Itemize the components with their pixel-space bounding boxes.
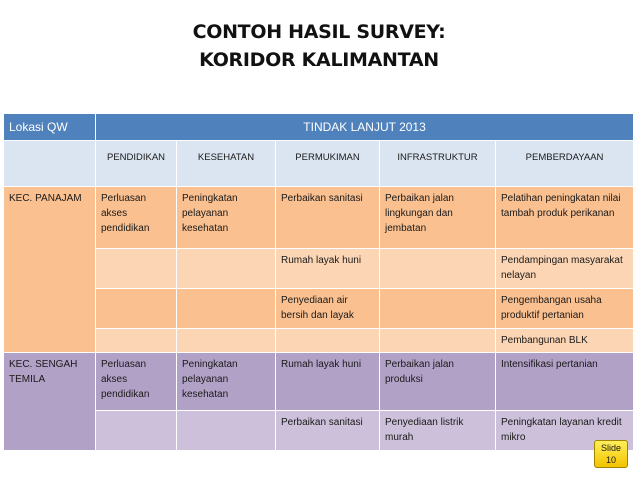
table-cell bbox=[380, 329, 496, 353]
table-cell bbox=[177, 411, 276, 451]
table-cell bbox=[177, 249, 276, 289]
table-cell bbox=[380, 249, 496, 289]
table-cell: Peningkatan pelayanan kesehatan bbox=[177, 187, 276, 249]
table-cell: Perbaikan jalan produksi bbox=[380, 353, 496, 411]
slide-title bbox=[0, 18, 638, 74]
table-row bbox=[4, 411, 634, 451]
table-cell: Perluasan akses pendidikan bbox=[96, 187, 177, 249]
slide-number-badge bbox=[594, 440, 628, 468]
table-cell bbox=[177, 289, 276, 329]
table-cell: Pendampingan masyarakat nelayan bbox=[496, 249, 634, 289]
col-pendidikan: PENDIDIKAN bbox=[96, 141, 177, 187]
subheader-blank bbox=[4, 141, 96, 187]
table-row bbox=[4, 249, 634, 289]
title-line-1: CONTOH HASIL SURVEY: bbox=[192, 21, 446, 43]
table-cell: Peningkatan layanan kredit mikro bbox=[496, 411, 634, 451]
title-line-2: KORIDOR KALIMANTAN bbox=[199, 49, 439, 71]
table-cell bbox=[177, 329, 276, 353]
slide-label: Slide bbox=[600, 443, 621, 453]
header-tindak-lanjut: TINDAK LANJUT 2013 bbox=[96, 114, 634, 141]
header-row bbox=[4, 114, 634, 141]
table-cell: Pelatihan peningkatan nilai tambah produk perikanan bbox=[496, 187, 634, 249]
table-cell bbox=[380, 289, 496, 329]
table-cell: Perluasan akses pendidikan bbox=[96, 353, 177, 411]
table-cell bbox=[96, 329, 177, 353]
table-cell: Rumah layak huni bbox=[276, 353, 380, 411]
slide-number: 10 bbox=[605, 455, 616, 465]
table-row bbox=[4, 329, 634, 353]
lokasi-sengah-temila: KEC. SENGAH TEMILA bbox=[4, 353, 96, 451]
table-cell: Perbaikan sanitasi bbox=[276, 187, 380, 249]
table-row bbox=[4, 187, 634, 249]
lokasi-panajam: KEC. PANAJAM bbox=[4, 187, 96, 353]
table-cell: Perbaikan sanitasi bbox=[276, 411, 380, 451]
survey-table bbox=[3, 113, 634, 451]
table-cell: Rumah layak huni bbox=[276, 249, 380, 289]
table-row bbox=[4, 289, 634, 329]
col-infrastruktur: INFRASTRUKTUR bbox=[380, 141, 496, 187]
table-cell bbox=[96, 289, 177, 329]
table-cell bbox=[96, 411, 177, 451]
table-cell: Perbaikan jalan lingkungan dan jembatan bbox=[380, 187, 496, 249]
table-cell: Penyediaan air bersih dan layak bbox=[276, 289, 380, 329]
col-pemberdayaan: PEMBERDAYAAN bbox=[496, 141, 634, 187]
table-cell: Peningkatan pelayanan kesehatan bbox=[177, 353, 276, 411]
col-permukiman: PERMUKIMAN bbox=[276, 141, 380, 187]
table-cell: Intensifikasi pertanian bbox=[496, 353, 634, 411]
table-cell bbox=[276, 329, 380, 353]
header-lokasi: Lokasi QW bbox=[4, 114, 96, 141]
subheader-row bbox=[4, 141, 634, 187]
col-kesehatan: KESEHATAN bbox=[177, 141, 276, 187]
table-cell bbox=[96, 249, 177, 289]
table-cell: Pengembangan usaha produktif pertanian bbox=[496, 289, 634, 329]
table-row bbox=[4, 353, 634, 411]
table-cell: Penyediaan listrik murah bbox=[380, 411, 496, 451]
table-cell: Pembangunan BLK bbox=[496, 329, 634, 353]
